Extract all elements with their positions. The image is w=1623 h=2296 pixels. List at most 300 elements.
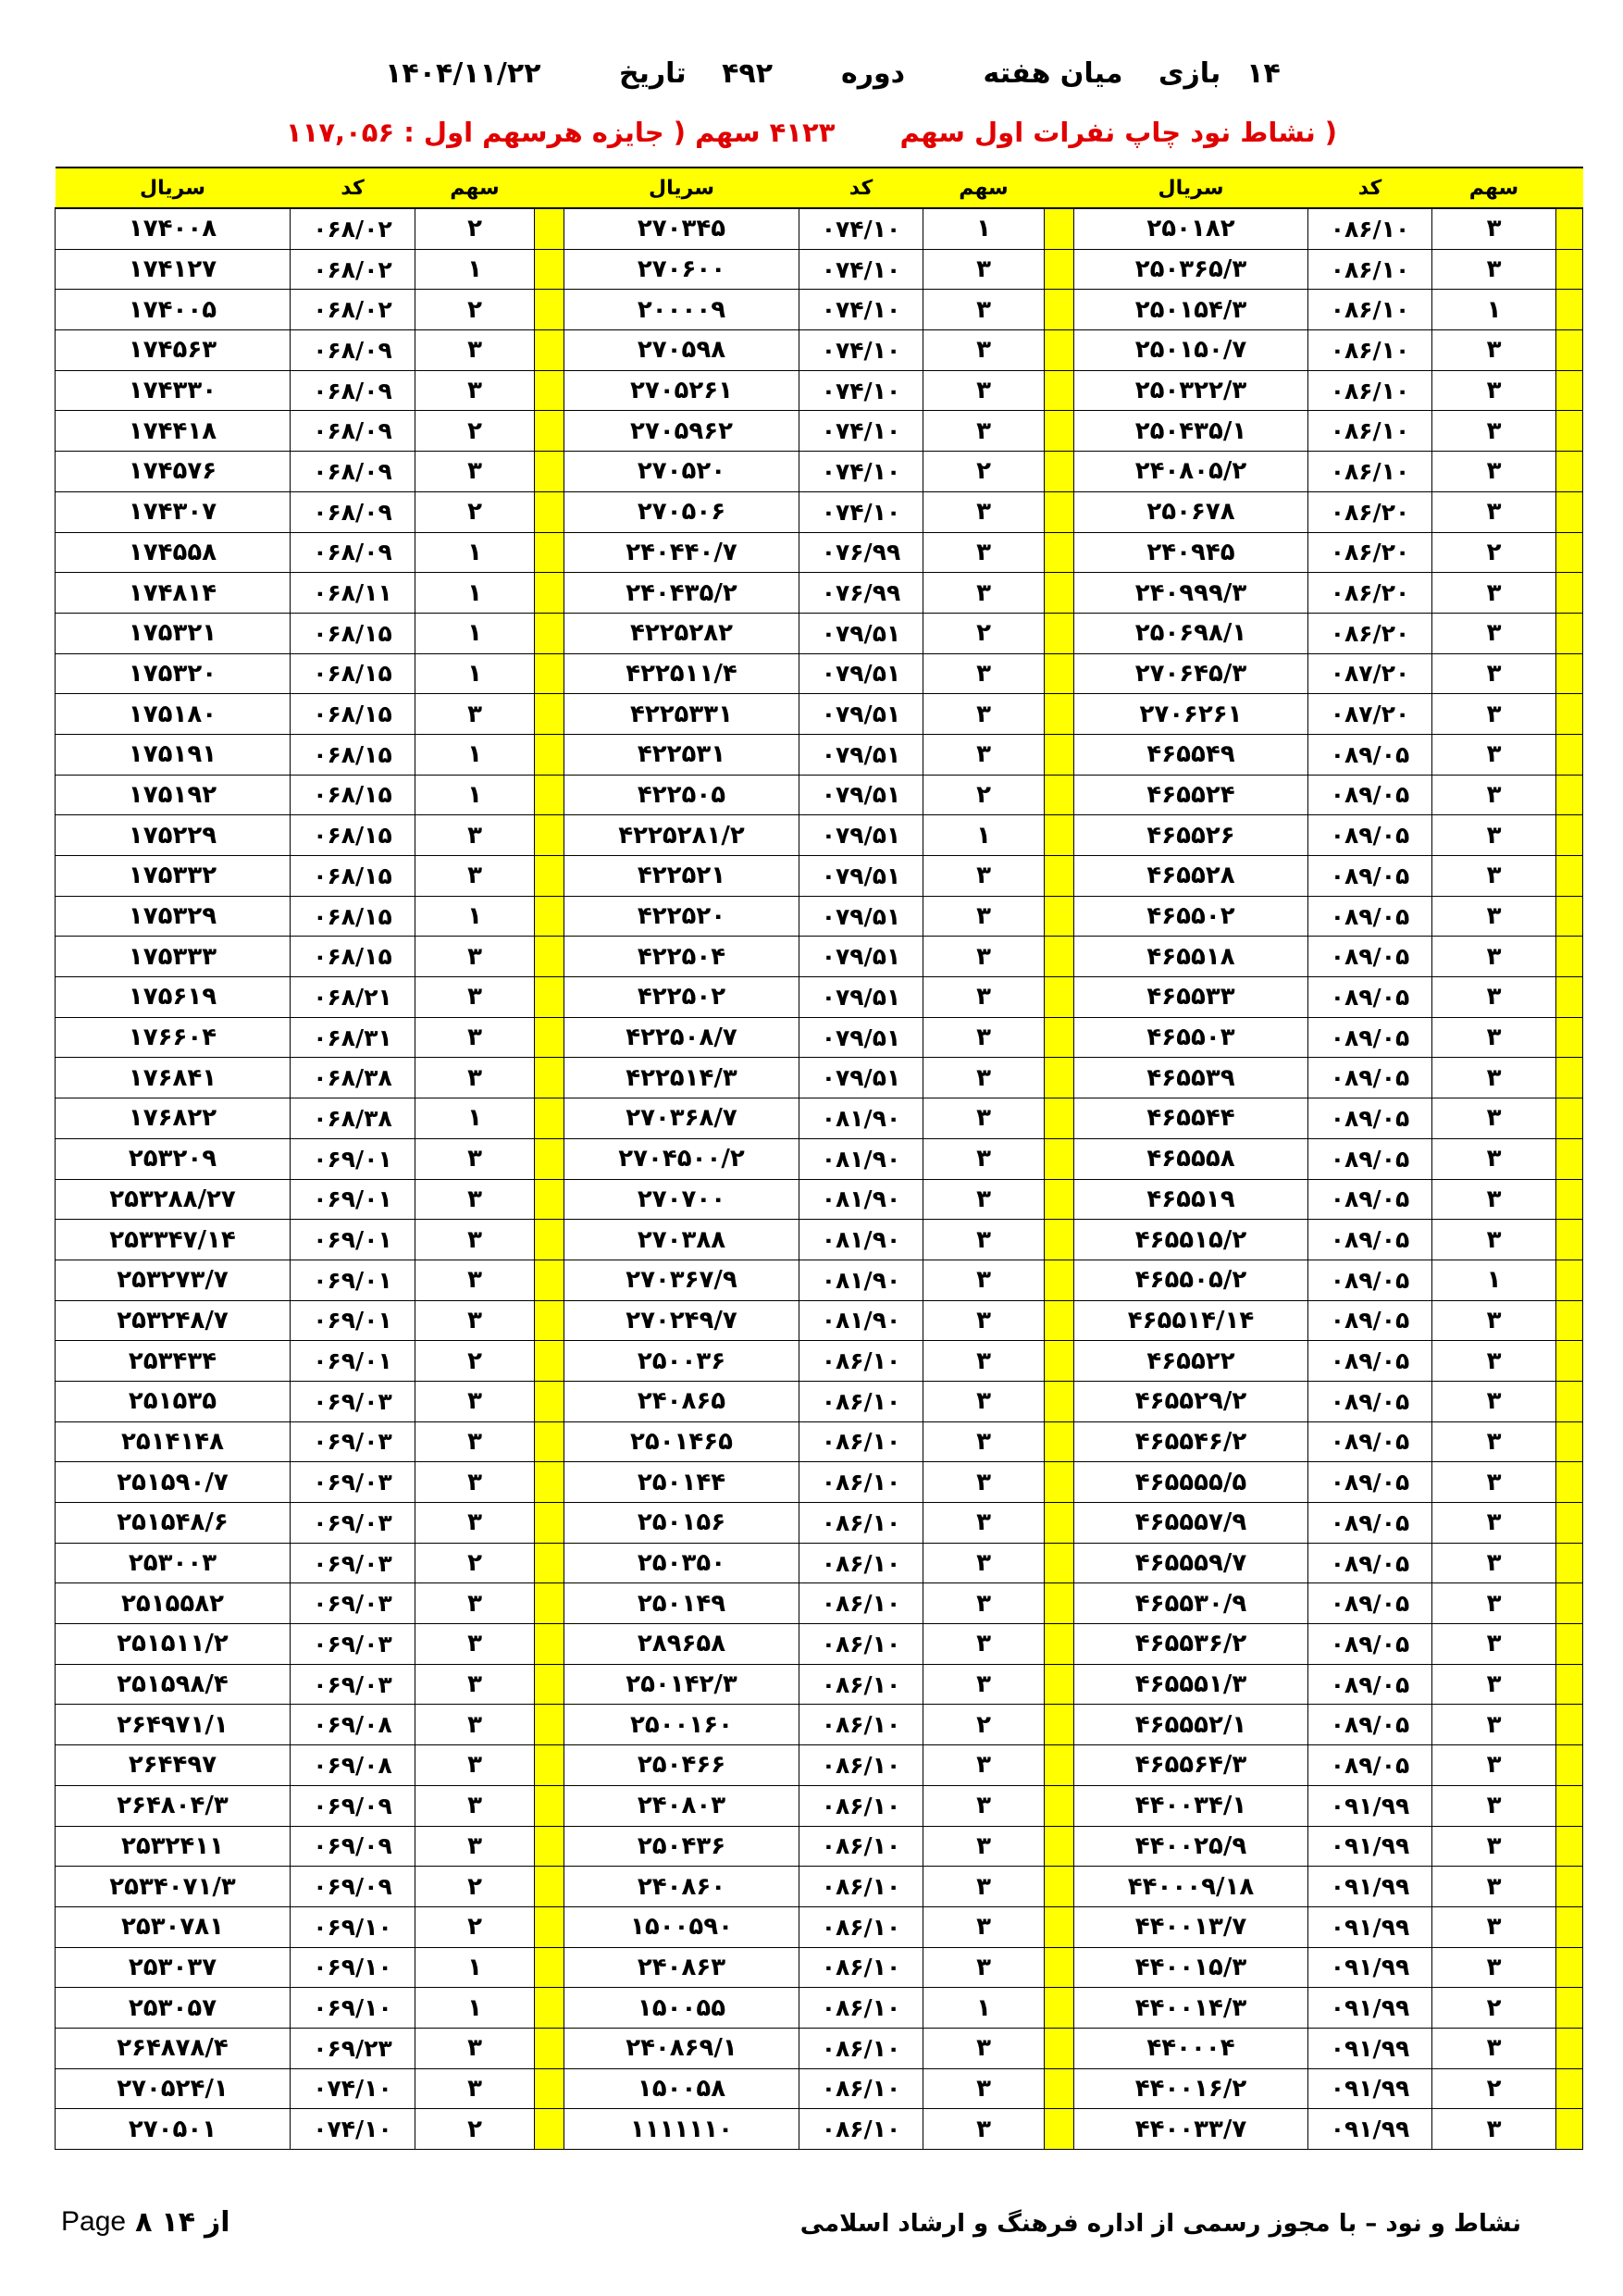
serial-cell: ۲۴۰۸۰۵/۲ [1074,452,1308,492]
sahm-cell: ۳ [1432,1179,1556,1220]
serial-cell: ۱۷۴۵۷۶ [56,452,291,492]
serial-cell: ۲۵۰۶۹۸/۱ [1074,613,1308,653]
sahm-cell: ۳ [1432,370,1556,411]
serial-cell: ۲۵۳۰۵۷ [56,1988,291,2029]
serial-cell: ۱۷۴۴۱۸ [56,411,291,452]
group-separator [535,1421,564,1462]
group-separator [535,411,564,452]
column-header-serial: سریال [564,168,799,208]
code-cell: ۰۶۹/۰۸ [291,1705,415,1745]
code-cell: ۰۷۴/۱۰ [799,208,923,249]
group-separator [535,896,564,937]
group-separator [535,1341,564,1382]
code-cell: ۰۷۹/۵۱ [799,613,923,653]
group-separator [1045,2109,1074,2150]
sahm-cell: ۳ [1432,208,1556,249]
subtitle-winners: ( نشاط نود چاپ نفرات اول سهم [899,117,1338,148]
serial-cell: ۲۵۱۵۹۰/۷ [56,1462,291,1503]
group-separator [1045,1664,1074,1705]
code-cell: ۰۸۹/۰۵ [1308,1341,1432,1382]
sahm-cell: ۳ [1432,613,1556,653]
sahm-cell: ۳ [1432,1098,1556,1139]
game-label: بازی [1158,57,1221,90]
serial-cell: ۴۴۰۰۰۴ [1074,2028,1308,2068]
serial-cell: ۴۶۵۵۴۶/۲ [1074,1421,1308,1462]
serial-cell: ۲۴۰۴۴۰/۷ [564,532,799,573]
serial-cell: ۴۶۵۵۱۹ [1074,1179,1308,1220]
sahm-cell: ۳ [1432,411,1556,452]
group-separator [1045,573,1074,614]
group-separator [1556,1462,1583,1503]
group-separator [535,1624,564,1665]
group-separator [1556,573,1583,614]
group-separator [1045,1947,1074,1988]
code-cell: ۰۶۹/۱۰ [291,1947,415,1988]
serial-cell: ۲۵۳۰۷۸۱ [56,1906,291,1947]
group-separator [1556,2028,1583,2068]
serial-cell: ۲۷۰۳۶۷/۹ [564,1260,799,1300]
sahm-cell: ۳ [415,1260,535,1300]
group-separator [1045,1503,1074,1544]
sahm-cell: ۳ [923,1906,1045,1947]
sahm-cell: ۳ [1432,1300,1556,1341]
serial-cell: ۱۷۵۳۳۳ [56,937,291,977]
serial-cell: ۲۴۰۸۶۰ [564,1867,799,1907]
sahm-cell: ۳ [923,1260,1045,1300]
code-cell: ۰۸۶/۱۰ [799,2068,923,2109]
sahm-cell: ۳ [923,977,1045,1018]
serial-cell: ۴۶۵۵۵۷/۹ [1074,1503,1308,1544]
code-cell: ۰۷۹/۵۱ [799,856,923,897]
group-separator [535,208,564,249]
group-separator [535,1988,564,2029]
sahm-cell: ۳ [415,452,535,492]
table-row [56,1098,1583,1139]
sahm-cell: ۳ [923,1098,1045,1139]
sahm-cell: ۱ [415,1098,535,1139]
column-header-separator [535,168,564,208]
serial-cell: ۴۴۰۰۲۵/۹ [1074,1826,1308,1867]
code-cell: ۰۶۹/۰۱ [291,1179,415,1220]
sahm-cell: ۳ [415,1583,535,1624]
serial-cell: ۲۴۰۸۰۳ [564,1785,799,1826]
serial-cell: ۲۷۰۵۹۸ [564,330,799,371]
serial-cell: ۲۷۰۵۲۴/۱ [56,2068,291,2109]
sahm-cell: ۳ [923,370,1045,411]
sahm-cell: ۲ [1432,1988,1556,2029]
sahm-cell: ۳ [415,1017,535,1058]
group-separator [535,734,564,775]
group-separator [1556,1220,1583,1260]
column-header-serial: سریال [1074,168,1308,208]
table-row [56,694,1583,735]
group-separator [1556,1098,1583,1139]
serial-cell: ۴۶۵۵۵۱/۳ [1074,1664,1308,1705]
code-cell: ۰۸۶/۱۰ [799,1381,923,1421]
table-row [56,1906,1583,1947]
group-separator [1045,815,1074,856]
code-cell: ۰۷۹/۵۱ [799,977,923,1018]
serial-cell: ۴۴۰۰۱۴/۳ [1074,1988,1308,2029]
serial-cell: ۴۲۲۵۰۸/۷ [564,1017,799,1058]
sahm-cell: ۲ [415,1867,535,1907]
code-cell: ۰۷۴/۱۰ [799,370,923,411]
serial-cell: ۴۲۲۵۲۱ [564,856,799,897]
group-separator [535,290,564,330]
serial-cell: ۴۲۲۵۰۵ [564,775,799,815]
table-row [56,1381,1583,1421]
sahm-cell: ۳ [923,1543,1045,1583]
group-separator [1556,1058,1583,1098]
code-cell: ۰۷۹/۵۱ [799,896,923,937]
page-word: Page [61,2206,127,2237]
group-separator [1045,330,1074,371]
table-row [56,2028,1583,2068]
serial-cell: ۴۲۲۵۱۴/۳ [564,1058,799,1098]
group-separator [1045,2068,1074,2109]
group-separator [1556,734,1583,775]
serial-cell: ۱۱۱۱۱۱۰ [564,2109,799,2150]
group-separator [1045,249,1074,290]
column-header-separator [1045,168,1074,208]
sahm-cell: ۳ [923,1664,1045,1705]
group-separator [535,1462,564,1503]
group-separator [535,249,564,290]
serial-cell: ۱۷۵۲۲۹ [56,815,291,856]
period-number: ۴۹۲ [722,57,774,90]
group-separator [1556,1300,1583,1341]
group-separator [1556,491,1583,532]
page-indicator [61,2206,230,2239]
code-cell: ۰۷۹/۵۱ [799,653,923,694]
table-row [56,1462,1583,1503]
period-label: دوره [841,57,906,90]
code-cell: ۰۶۸/۱۵ [291,734,415,775]
code-cell: ۰۸۹/۰۵ [1308,1179,1432,1220]
group-separator [535,1220,564,1260]
sahm-cell: ۳ [415,2068,535,2109]
serial-cell: ۲۷۰۶۰۰ [564,249,799,290]
sahm-cell: ۳ [415,815,535,856]
sahm-cell: ۳ [415,1745,535,1786]
serial-cell: ۱۷۴۰۰۸ [56,208,291,249]
code-cell: ۰۶۹/۱۰ [291,1988,415,2029]
table-row [56,1785,1583,1826]
code-cell: ۰۶۹/۰۹ [291,1867,415,1907]
serial-cell: ۲۶۴۹۷۱/۱ [56,1705,291,1745]
page-title [0,57,1623,90]
table-row [56,573,1583,614]
table-row [56,1867,1583,1907]
code-cell: ۰۸۶/۱۰ [1308,208,1432,249]
code-cell: ۰۸۱/۹۰ [799,1300,923,1341]
code-cell: ۰۶۹/۰۳ [291,1462,415,1503]
serial-cell: ۴۴۰۰۱۶/۲ [1074,2068,1308,2109]
group-separator [1556,1583,1583,1624]
group-separator [1045,532,1074,573]
serial-cell: ۲۷۰۵۰۱ [56,2109,291,2150]
code-cell: ۰۶۸/۰۲ [291,290,415,330]
serial-cell: ۴۴۰۰۳۴/۱ [1074,1785,1308,1826]
group-separator [1556,613,1583,653]
page-of: از [204,2206,230,2239]
sahm-cell: ۳ [415,977,535,1018]
sahm-cell: ۲ [415,208,535,249]
group-separator [535,937,564,977]
sahm-cell: ۳ [923,2028,1045,2068]
group-separator [535,1583,564,1624]
sahm-cell: ۳ [1432,573,1556,614]
code-cell: ۰۸۷/۲۰ [1308,653,1432,694]
sahm-cell: ۳ [923,896,1045,937]
sahm-cell: ۳ [415,1624,535,1665]
code-cell: ۰۶۸/۰۹ [291,491,415,532]
sahm-cell: ۳ [923,330,1045,371]
group-separator [1556,208,1583,249]
sahm-cell: ۳ [1432,1421,1556,1462]
serial-cell: ۱۷۶۸۴۱ [56,1058,291,1098]
sahm-cell: ۳ [1432,1664,1556,1705]
sahm-cell: ۳ [923,1381,1045,1421]
group-separator [535,1058,564,1098]
sahm-cell: ۱ [415,775,535,815]
column-header-sahm: سهم [415,168,535,208]
sahm-cell: ۳ [1432,653,1556,694]
sahm-cell: ۳ [1432,1017,1556,1058]
sahm-cell: ۳ [923,1867,1045,1907]
serial-cell: ۲۴۰۸۶۵ [564,1381,799,1421]
group-separator [1045,1583,1074,1624]
table-row [56,208,1583,249]
sahm-cell: ۳ [923,1826,1045,1867]
serial-cell: ۴۲۲۵۳۱ [564,734,799,775]
group-separator [535,1947,564,1988]
serial-cell: ۲۵۰۱۵۶ [564,1503,799,1544]
serial-cell: ۲۴۰۸۶۹/۱ [564,2028,799,2068]
sahm-cell: ۳ [1432,1462,1556,1503]
group-separator [1045,1421,1074,1462]
serial-cell: ۴۶۵۵۳۹ [1074,1058,1308,1098]
code-cell: ۰۸۹/۰۵ [1308,1098,1432,1139]
sahm-cell: ۳ [923,734,1045,775]
sahm-cell: ۳ [415,1421,535,1462]
code-cell: ۰۶۹/۰۹ [291,1785,415,1826]
serial-cell: ۲۵۱۵۵۸۲ [56,1583,291,1624]
group-separator [1045,1988,1074,2029]
serial-cell: ۲۷۰۲۴۹/۷ [564,1300,799,1341]
sahm-cell: ۳ [415,1381,535,1421]
code-cell: ۰۸۱/۹۰ [799,1220,923,1260]
sahm-cell: ۳ [923,249,1045,290]
code-cell: ۰۸۶/۱۰ [799,1705,923,1745]
table-row [56,613,1583,653]
serial-cell: ۲۰۰۰۰۹ [564,290,799,330]
sahm-cell: ۳ [1432,694,1556,735]
sahm-cell: ۳ [1432,1745,1556,1786]
code-cell: ۰۸۶/۱۰ [1308,370,1432,411]
serial-cell: ۴۶۵۵۱۸ [1074,937,1308,977]
code-cell: ۰۷۶/۹۹ [799,532,923,573]
table-row [56,1058,1583,1098]
code-cell: ۰۸۶/۱۰ [799,1826,923,1867]
serial-cell: ۲۵۳۲۴۱۱ [56,1826,291,1867]
code-cell: ۰۸۶/۱۰ [1308,249,1432,290]
serial-cell: ۴۶۵۵۱۵/۲ [1074,1220,1308,1260]
table-row [56,370,1583,411]
sahm-cell: ۳ [1432,1947,1556,1988]
code-cell: ۰۹۱/۹۹ [1308,2109,1432,2150]
serial-cell: ۴۴۰۰۰۹/۱۸ [1074,1867,1308,1907]
sahm-cell: ۳ [923,491,1045,532]
serial-cell: ۲۵۳۴۰۷۱/۳ [56,1867,291,1907]
group-separator [1556,452,1583,492]
sahm-cell: ۳ [1432,1624,1556,1665]
code-cell: ۰۷۹/۵۱ [799,694,923,735]
group-separator [535,1664,564,1705]
serial-cell: ۲۶۴۸۷۸/۴ [56,2028,291,2068]
sahm-cell: ۳ [923,1503,1045,1544]
table-row [56,896,1583,937]
code-cell: ۰۶۹/۰۸ [291,1745,415,1786]
code-cell: ۰۶۸/۳۱ [291,1017,415,1058]
sahm-cell: ۳ [1432,1220,1556,1260]
sahm-cell: ۳ [415,694,535,735]
group-separator [535,1098,564,1139]
code-cell: ۰۸۱/۹۰ [799,1098,923,1139]
serial-cell: ۲۵۰۴۳۵/۱ [1074,411,1308,452]
group-separator [1556,1785,1583,1826]
code-cell: ۰۸۹/۰۵ [1308,1664,1432,1705]
serial-cell: ۲۶۴۴۹۷ [56,1745,291,1786]
group-separator [535,1705,564,1745]
sahm-cell: ۲ [415,2109,535,2150]
serial-cell: ۲۵۳۲۸۸/۲۷ [56,1179,291,1220]
serial-cell: ۴۶۵۵۲۸ [1074,856,1308,897]
group-separator [1556,370,1583,411]
sahm-cell: ۳ [923,290,1045,330]
group-separator [1556,775,1583,815]
group-separator [1045,491,1074,532]
group-separator [1556,1906,1583,1947]
group-separator [1045,1906,1074,1947]
group-separator [1045,1624,1074,1665]
table-row [56,491,1583,532]
table-row [56,734,1583,775]
code-cell: ۰۹۱/۹۹ [1308,2028,1432,2068]
code-cell: ۰۹۱/۹۹ [1308,1867,1432,1907]
code-cell: ۰۶۸/۱۵ [291,896,415,937]
serial-cell: ۴۴۰۰۳۳/۷ [1074,2109,1308,2150]
code-cell: ۰۶۸/۱۵ [291,937,415,977]
serial-cell: ۲۵۰۰۳۶ [564,1341,799,1382]
group-separator [1556,2068,1583,2109]
code-cell: ۰۸۶/۱۰ [799,2028,923,2068]
column-header-code: کد [291,168,415,208]
sahm-cell: ۳ [923,1785,1045,1826]
sahm-cell: ۳ [923,1017,1045,1058]
serial-cell: ۲۷۰۶۴۵/۳ [1074,653,1308,694]
sahm-cell: ۳ [415,1664,535,1705]
sahm-cell: ۳ [1432,1138,1556,1179]
code-cell: ۰۷۴/۱۰ [291,2068,415,2109]
group-separator [1556,1664,1583,1705]
group-separator [535,1785,564,1826]
serial-cell: ۴۶۵۵۰۲ [1074,896,1308,937]
group-separator [1556,815,1583,856]
sahm-cell: ۳ [923,1745,1045,1786]
serial-cell: ۴۲۲۵۰۲ [564,977,799,1018]
group-separator [535,452,564,492]
sahm-cell: ۳ [415,1462,535,1503]
table-row [56,532,1583,573]
code-cell: ۰۶۸/۱۵ [291,653,415,694]
sahm-cell: ۱ [415,896,535,937]
code-cell: ۰۶۹/۰۳ [291,1543,415,1583]
group-separator [1045,613,1074,653]
group-separator [1556,1381,1583,1421]
serial-cell: ۲۵۰۱۵۰/۷ [1074,330,1308,371]
group-separator [535,1381,564,1421]
code-cell: ۰۶۸/۱۵ [291,775,415,815]
group-separator [535,1543,564,1583]
serial-cell: ۲۵۰۴۶۶ [564,1745,799,1786]
subtitle-prize: ۴۱۲۳ سهم ( جایزه هرسهم اول : ۱۱۷,۰۵۶ [285,117,836,148]
serial-cell: ۴۶۵۵۶۴/۳ [1074,1745,1308,1786]
group-separator [1556,1341,1583,1382]
code-cell: ۰۶۹/۱۰ [291,1906,415,1947]
serial-cell: ۴۶۵۵۳۳ [1074,977,1308,1018]
group-separator [1045,1138,1074,1179]
group-separator [535,2109,564,2150]
table-row [56,1341,1583,1382]
table-row [56,249,1583,290]
group-separator [535,775,564,815]
code-cell: ۰۶۸/۱۵ [291,815,415,856]
sahm-cell: ۳ [1432,1058,1556,1098]
table-row [56,1745,1583,1786]
sahm-cell: ۳ [923,1138,1045,1179]
code-cell: ۰۸۹/۰۵ [1308,815,1432,856]
code-cell: ۰۸۶/۱۰ [799,1664,923,1705]
group-separator [535,1826,564,1867]
code-cell: ۰۶۸/۲۱ [291,977,415,1018]
sahm-cell: ۲ [923,613,1045,653]
code-cell: ۰۸۹/۰۵ [1308,1745,1432,1786]
code-cell: ۰۸۶/۱۰ [799,2109,923,2150]
code-cell: ۰۸۶/۲۰ [1308,532,1432,573]
group-separator [1045,1826,1074,1867]
group-separator [1556,1543,1583,1583]
group-separator [535,1867,564,1907]
serial-cell: ۲۵۱۴۱۴۸ [56,1421,291,1462]
code-cell: ۰۸۹/۰۵ [1308,1543,1432,1583]
page-total: ۱۴ [161,2206,196,2239]
serial-cell: ۲۵۰۳۶۵/۳ [1074,249,1308,290]
code-cell: ۰۸۹/۰۵ [1308,1583,1432,1624]
sahm-cell: ۱ [415,573,535,614]
code-cell: ۰۶۸/۱۱ [291,573,415,614]
sahm-cell: ۳ [1432,856,1556,897]
table-row [56,856,1583,897]
group-separator [1045,775,1074,815]
serial-cell: ۱۷۴۱۲۷ [56,249,291,290]
sahm-cell: ۳ [1432,1906,1556,1947]
serial-cell: ۲۴۰۴۳۵/۲ [564,573,799,614]
sahm-cell: ۳ [1432,937,1556,977]
sahm-cell: ۳ [1432,977,1556,1018]
serial-cell: ۴۶۵۵۴۹ [1074,734,1308,775]
group-separator [1045,1300,1074,1341]
